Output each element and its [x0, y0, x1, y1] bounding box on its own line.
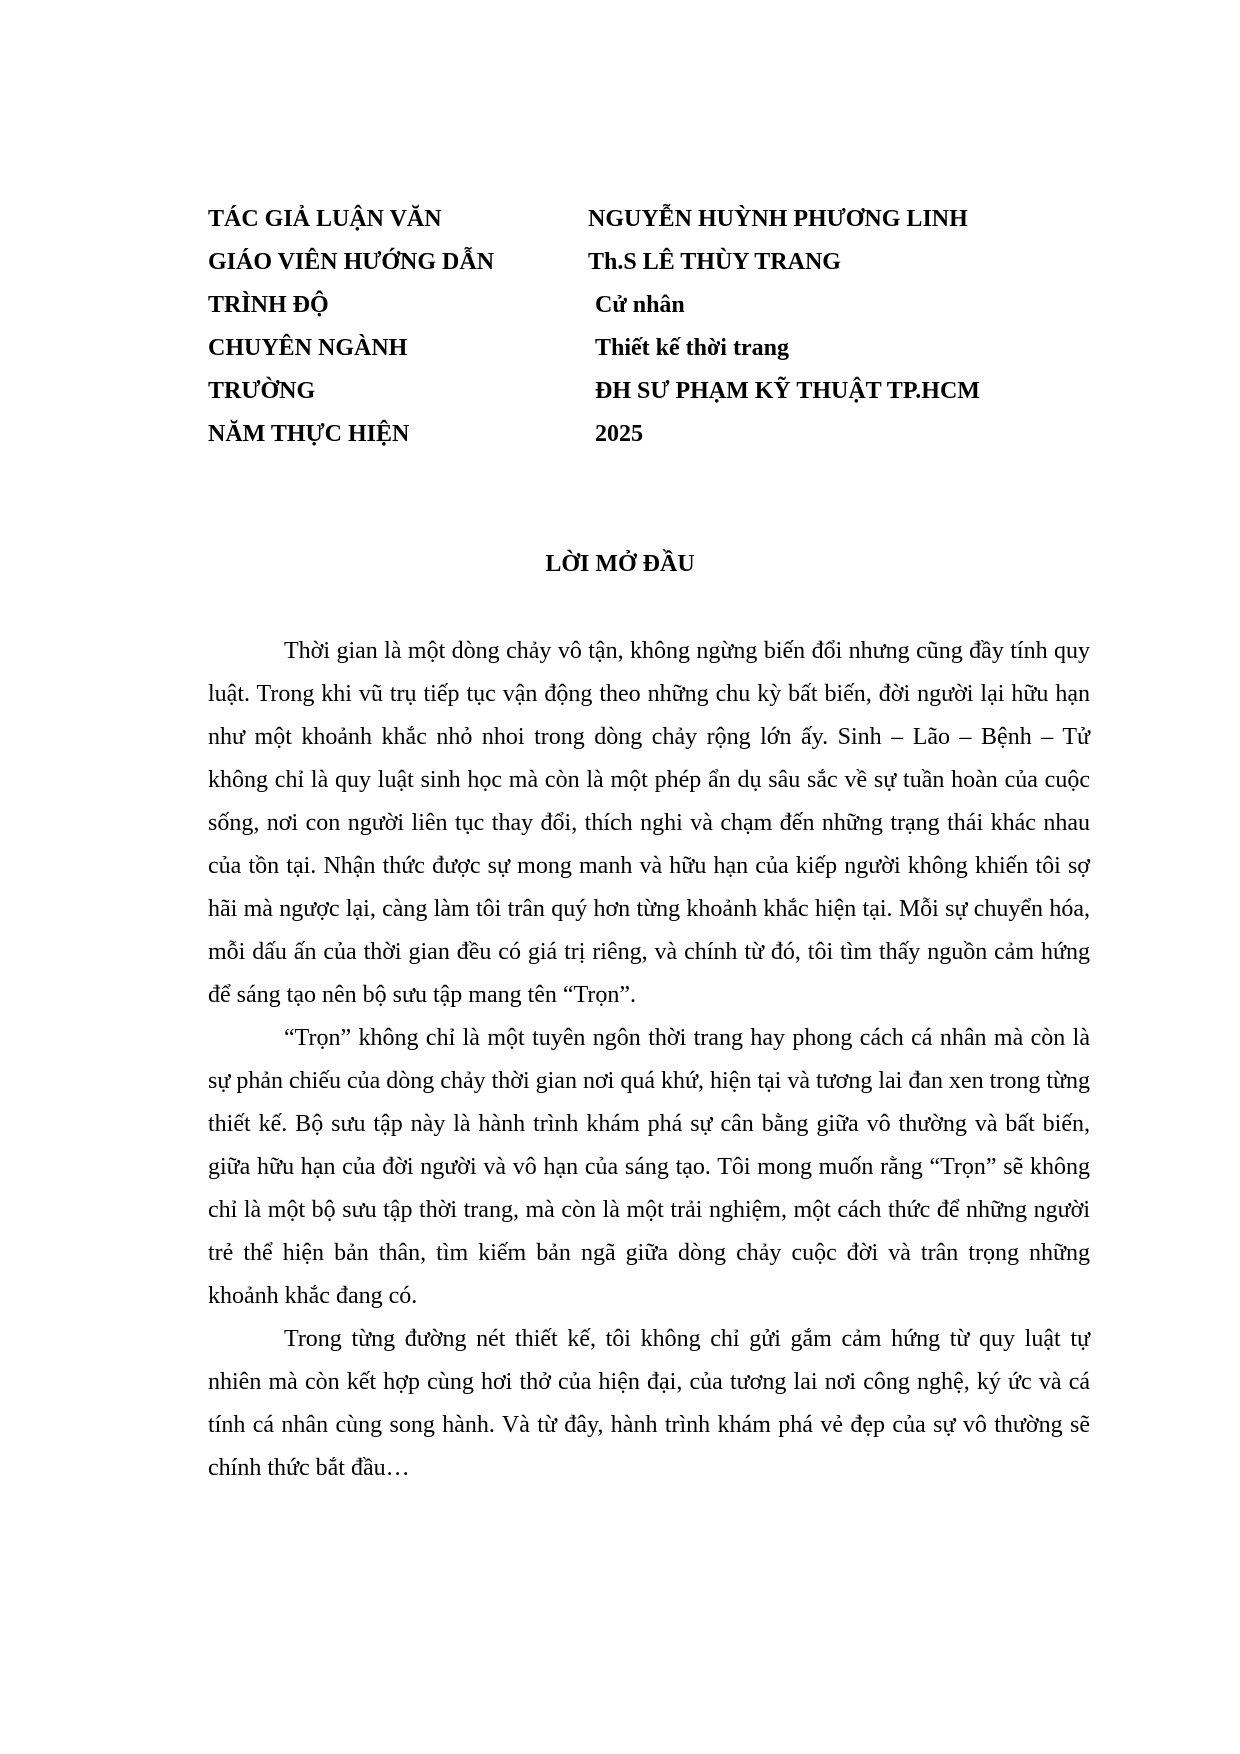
info-row-year	[208, 418, 1028, 461]
info-label: NĂM THỰC HIỆN	[208, 421, 410, 447]
info-label: TRÌNH ĐỘ	[208, 292, 329, 318]
info-row-author	[208, 203, 1028, 246]
info-value: Thiết kế thời trang	[595, 335, 789, 361]
info-value: ĐH SƯ PHẠM KỸ THUẬT TP.HCM	[595, 378, 980, 404]
info-value: Th.S LÊ THÙY TRANG	[588, 249, 841, 275]
info-label: CHUYÊN NGÀNH	[208, 335, 408, 361]
info-label: GIÁO VIÊN HƯỚNG DẪN	[208, 249, 495, 275]
info-row-level	[208, 289, 1028, 332]
paragraph-1: Thời gian là một dòng chảy vô tận, không ngừng biến đổi nhưng cũng đầy tính quy luật. Trong khi vũ trụ tiếp tục vận động theo những chu kỳ bất biến, đời người lại hữu hạn như một khoảnh khắc nhỏ nhoi trong dòng chảy rộng lớn ấy. Sinh – Lão – Bệnh – Tử không chỉ là quy luật sinh học mà còn là một phép ẩn dụ sâu sắc về sự tuần hoàn của cuộc sống, nơi con người liên tục thay đổi, thích nghi và chạm đến những trạng thái khác nhau của tồn tại. Nhận thức được sự mong manh và hữu hạn của kiếp người không khiến tôi sợ hãi mà ngược lại, càng làm tôi trân quý hơn từng khoảnh khắc hiện tại. Mỗi sự chuyển hóa, mỗi dấu ấn của thời gian đều có giá trị riêng, và chính từ đó, tôi tìm thấy nguồn cảm hứng để sáng tạo nên bộ sưu tập mang tên “Trọn”.	[208, 638, 1090, 1008]
paragraph-3: Trong từng đường nét thiết kế, tôi không chỉ gửi gắm cảm hứng từ quy luật tự nhiên mà còn kết hợp cùng hơi thở của hiện đại, của tương lai nơi công nghệ, ký ức và cá tính cá nhân cùng song hành. Và từ đây, hành trình khám phá vẻ đẹp của sự vô thường sẽ chính thức bắt đầu…	[208, 1326, 1090, 1481]
section-heading: LỜI MỞ ĐẦU	[545, 551, 695, 577]
info-row-school	[208, 375, 1028, 418]
info-row-major	[208, 332, 1028, 375]
info-row-supervisor	[208, 246, 1028, 289]
info-value: 2025	[595, 421, 643, 447]
info-value: Cử nhân	[595, 292, 685, 318]
info-label: TÁC GIẢ LUẬN VĂN	[208, 206, 442, 232]
preface-body	[208, 630, 1090, 1490]
thesis-info-table	[208, 203, 1028, 461]
info-label: TRƯỜNG	[208, 378, 316, 404]
info-value: NGUYỄN HUỲNH PHƯƠNG LINH	[588, 206, 968, 232]
paragraph-2: “Trọn” không chỉ là một tuyên ngôn thời trang hay phong cách cá nhân mà còn là sự phản chiếu của dòng chảy thời gian nơi quá khứ, hiện tại và tương lai đan xen trong từng thiết kế. Bộ sưu tập này là hành trình khám phá sự cân bằng giữa vô thường và bất biến, giữa hữu hạn của đời người và vô hạn của sáng tạo. Tôi mong muốn rằng “Trọn” sẽ không chỉ là một bộ sưu tập thời trang, mà còn là một trải nghiệm, một cách thức để những người trẻ thể hiện bản thân, tìm kiếm bản ngã giữa dòng chảy cuộc đời và trân trọng những khoảnh khắc đang có.	[208, 1025, 1090, 1309]
